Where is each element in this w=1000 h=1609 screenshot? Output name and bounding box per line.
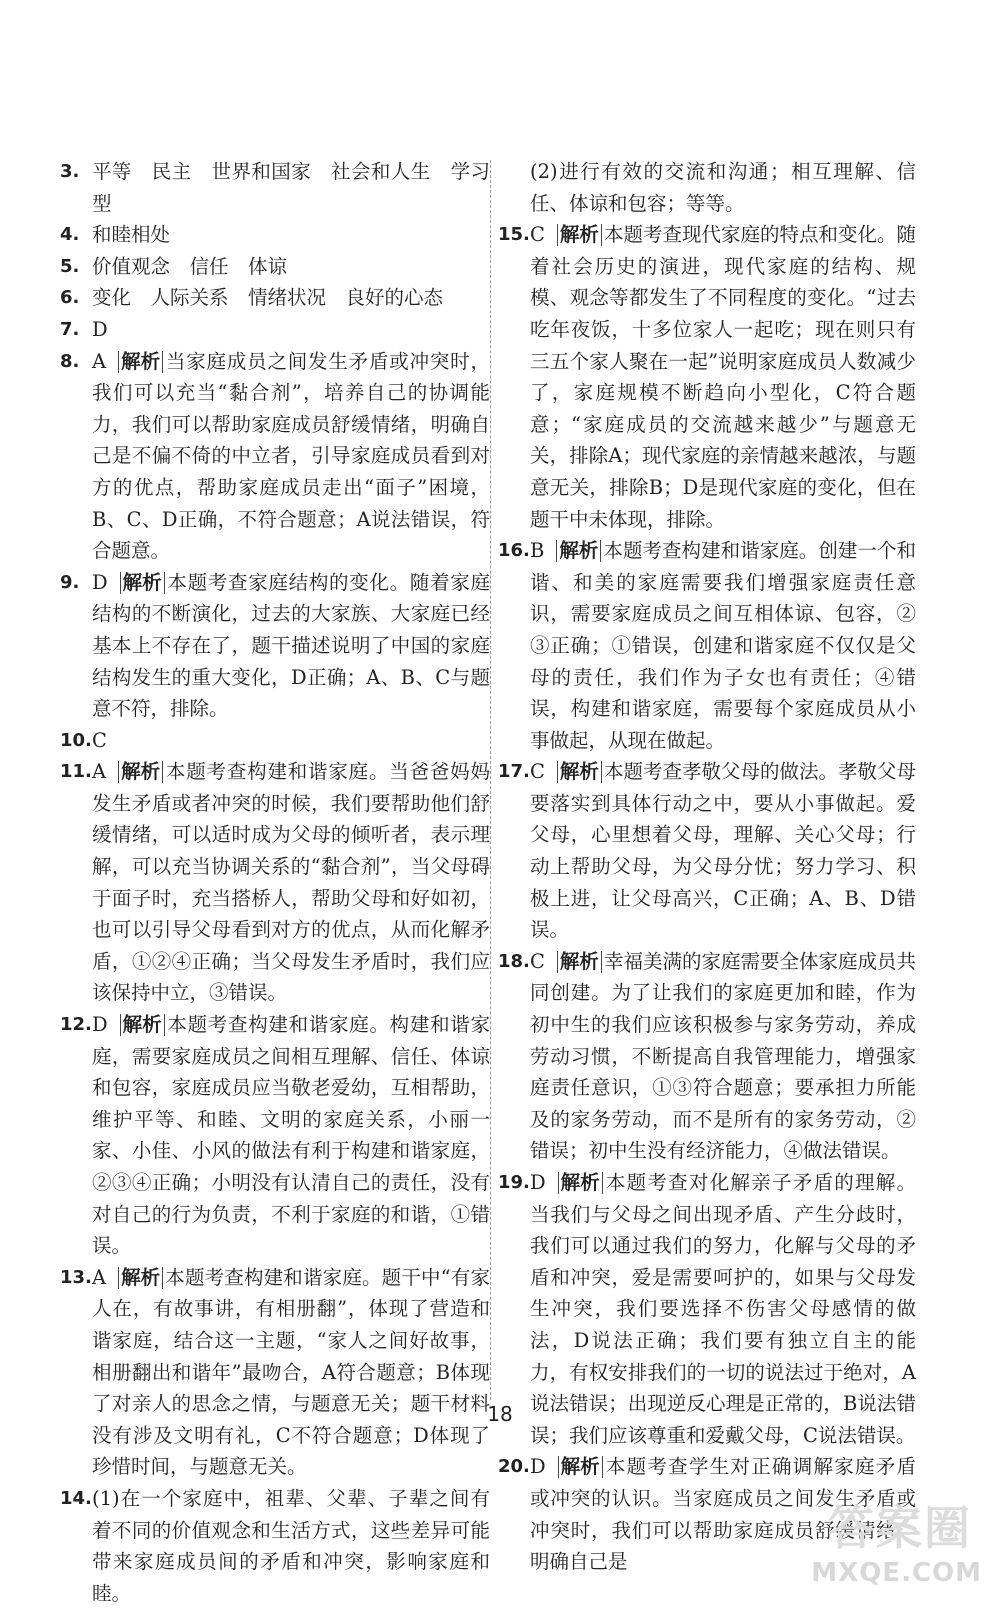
item-number: 10.	[60, 729, 92, 751]
item-answer: D	[92, 1013, 108, 1037]
watermark-logo	[782, 1503, 982, 1588]
item-text: 价值观念 信任 体谅	[92, 254, 288, 278]
item-number: 4.	[60, 224, 80, 246]
analysis-tag: 解析	[118, 1267, 163, 1289]
item-answer: D	[92, 570, 108, 594]
analysis-tag: 解析	[558, 1456, 603, 1478]
answer-item	[60, 251, 490, 283]
item-text: 平等 民主 世界和国家 社会和人生 学习型	[92, 160, 490, 215]
item-text: 当家庭成员之间发生矛盾或冲突时，我们可以充当“黏合剂”，培养自己的协调能力，我们可以帮助家庭成员舒缓情绪，明确自己是不偏不倚的中立者，引导家庭成员看到对方的优点，帮助家庭成员走出“面子”困境，B、C、D正确，不符合题意；A说法错误，符合题意。	[92, 349, 490, 563]
item-text: 本题考查学生对正确调解家庭矛盾或冲突的认识。当家庭成员之间发生矛盾或冲突时，我们可以帮助家庭成员舒缓情绪，明确自己是	[530, 1455, 916, 1574]
item-text: 本题考查对化解亲子矛盾的理解。当我们与父母之间出现矛盾、产生分歧时，我们可以通过我们的努力，化解与父母的矛盾和冲突，爱是需要呵护的，如果与父母发生冲突，我们要选择不伤害父母感情的做法，D说法正确；我们要有独立自主的能力，有权安排我们的一切的说法过于绝对，A说法错误；出现逆反心理是正常的，B说法错误；我们应该尊重和爱戴父母，C说法错误。	[530, 1171, 916, 1447]
item-answer: B	[530, 539, 545, 563]
continued-answer: (2)进行有效的交流和沟通；相互理解、信任、体谅和包容；等等。	[530, 160, 916, 215]
item-answer: A	[92, 760, 107, 784]
analysis-tag: 解析	[557, 224, 602, 246]
item-number: 8.	[60, 350, 80, 372]
item-text: 本题考查孝敬父母的做法。孝敬父母要落实到具体行动之中，要从小事做起。爱父母，心里想着父母，理解、关心父母；行动上帮助父母，为父母分忧；努力学习、积极上进，让父母高兴，C正确；A、B、D错误。	[530, 760, 916, 942]
item-number: 6.	[60, 287, 80, 309]
answer-item	[60, 219, 490, 251]
analysis-tag: 解析	[118, 351, 163, 373]
analysis-tag: 解析	[558, 1172, 603, 1194]
item-text: 本题考查家庭结构的变化。随着家庭结构的不断演化，过去的大家族、大家庭已经基本上不存在了，题干描述说明了中国的家庭结构发生的重大变化，D正确；A、B、C与题意不符，排除。	[92, 570, 490, 721]
analysis-tag: 解析	[557, 761, 602, 783]
item-number: 3.	[60, 161, 80, 182]
answer-item	[60, 346, 490, 567]
answer-item	[498, 756, 916, 946]
left-column	[60, 156, 490, 1609]
item-answer: A	[92, 349, 107, 373]
item-number: 13.	[60, 1266, 92, 1288]
item-answer: C	[530, 949, 545, 973]
item-number: 5.	[60, 255, 80, 277]
item-number: 16.	[498, 540, 530, 562]
analysis-tag: 解析	[557, 951, 602, 973]
item-text: 本题考查构建和谐家庭。构建和谐家庭，需要家庭成员之间相互理解、信任、体谅和包容，家庭成员应当敬老爱幼，互相帮助，维护平等、和睦、文明的家庭关系，小丽一家、小佳、小风的做法有利于构建和谐家庭，②③④正确；小明没有认清自己的责任，没有对自己的行为负责，不利于家庭的和谐，①错误。	[92, 1013, 490, 1258]
item-answer: C	[530, 760, 545, 784]
item-answer: D	[530, 1455, 546, 1479]
page-number: 18	[487, 1402, 513, 1426]
item-number: 14.	[60, 1487, 92, 1509]
analysis-tag: 解析	[118, 761, 163, 783]
item-text: 本题考查构建和谐家庭。创建一个和谐、和美的家庭需要我们增强家庭责任意识，需要家庭成员之间互相体谅、包容，②③正确；①错误，创建和谐家庭不仅仅是父母的责任，我们作为子女也有责任；④错误，构建和谐家庭，需要每个家庭成员从小事做起，从现在做起。	[530, 539, 916, 752]
analysis-tag: 解析	[120, 1014, 165, 1036]
answer-item	[60, 314, 490, 346]
watermark-logo-text: 答案圈	[828, 1501, 972, 1555]
answer-item	[60, 282, 490, 314]
item-number: 18.	[498, 950, 530, 972]
item-number: 7.	[60, 318, 80, 340]
item-text: 本题考查现代家庭的特点和变化。随着社会历史的演进，现代家庭的结构、规模、观念等都发生了不同程度的变化。“过去吃年夜饭，十多位家人一起吃；现在则只有三五个家人聚在一起”说明家庭成员人数减少了，家庭规模不断趋向小型化，C符合题意；“家庭成员的交流越来越少”与题意无关，排除A；现代家庭的亲情越来越浓，与题意无关，排除B；D是现代家庭的变化，但在题干中未体现，排除。	[530, 223, 916, 531]
item-number: 17.	[498, 761, 530, 783]
watermark-site: MXQE.COM	[811, 1558, 982, 1588]
item-answer: D	[530, 1171, 546, 1194]
item-text: (1)在一个家庭中，祖辈、父辈、子辈之间有着不同的价值观念和生活方式，这些差异可能带来家庭成员间的矛盾和冲突，影响家庭和睦。	[92, 1486, 490, 1605]
item-answer: D	[92, 317, 108, 341]
item-text: 和睦相处	[92, 223, 171, 247]
item-number: 20.	[498, 1456, 530, 1478]
answer-item	[60, 725, 490, 757]
item-number: 15.	[498, 224, 530, 246]
answer-item	[498, 219, 916, 535]
item-number: 11.	[60, 761, 92, 783]
item-number: 12.	[60, 1014, 92, 1036]
analysis-tag: 解析	[120, 572, 165, 594]
item-answer: C	[530, 223, 545, 247]
answer-item	[60, 156, 490, 219]
item-number: 19.	[498, 1172, 530, 1193]
column-divider	[490, 160, 491, 1400]
answer-item	[498, 535, 916, 756]
answer-item	[60, 1009, 490, 1262]
analysis-tag: 解析	[556, 540, 601, 562]
answer-item	[60, 1262, 490, 1483]
item-text: 本题考查构建和谐家庭。题干中“有家人在，有故事讲，有相册翻”，体现了营造和谐家庭，结合这一主题，“家人之间好故事，相册翻出和谐年”最吻合，A符合题意；B体现了对亲人的思念之情，与题意无关；题干材料没有涉及文明有礼，C不符合题意；D体现了珍惜时间，与题意无关。	[92, 1265, 490, 1479]
item-answer: A	[92, 1265, 107, 1289]
answer-item	[60, 1483, 490, 1609]
answer-item	[498, 946, 916, 1167]
right-column	[498, 156, 916, 1578]
answer-item	[60, 567, 490, 725]
answer-item	[60, 756, 490, 1009]
item-number: 9.	[60, 571, 80, 593]
item-text: 幸福美满的家庭需要全体家庭成员共同创建。为了让我们的家庭更加和睦，作为初中生的我们应该积极参与家务劳动，养成劳动习惯，不断提高自我管理能力，增强家庭责任意识，①③符合题意；要承担力所能及的家务劳动，而不是所有的家务劳动，②错误；初中生没有经济能力，④做法错误。	[530, 949, 916, 1163]
item-text: 变化 人际关系 情绪状况 良好的心态	[92, 286, 444, 310]
item-answer: C	[92, 728, 107, 752]
item-text: 本题考查构建和谐家庭。当爸爸妈妈发生矛盾或者冲突的时候，我们要帮助他们舒缓情绪，可以适时成为父母的倾听者，表示理解，可以充当协调关系的“黏合剂”，当父母碍于面子时，充当搭桥人，帮助父母和好如初，也可以引导父母看到对方的优点，从而化解矛盾，①②④正确；当父母发生矛盾时，我们应该保持中立，③错误。	[92, 760, 490, 1005]
